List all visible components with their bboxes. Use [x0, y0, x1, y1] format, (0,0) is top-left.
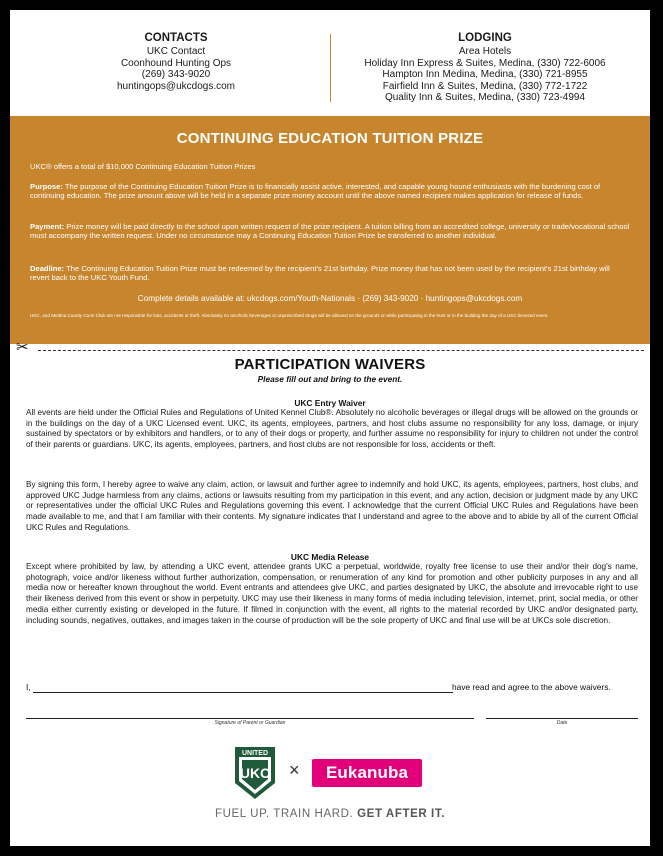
- ukc-logo-top-text: UNITED: [241, 750, 269, 757]
- media-release-paragraph: Except where prohibited by law, by attending a UKC event, attendee grants UKC a perpetual, worldwide, royalty free license to use their and/or their dog's name, photograph, voice and/or likeness without further authorization, compensation, or renumeration of any kind for promotion and other publicity purposes in any and all media now or hereafter known throughout the world. Event entrants and attendees give UKC, and parties designated by UKC, the absolute and irrevocable right to use their likeness derived from this event or show in perpetuity. UKC may use their likeness in many forms of media including television, internet, print, social media, or other media either currently existing or developed in the future. If filmed in conjunction with the event, all rights to the material recorded by UKC and/or designated party, including sounds, negatives, outtakes, and images taken in the course of production will be the sole property of UKC and final use will be at UKCs sole discretion.: [26, 562, 638, 625]
- lodging-column: [350, 32, 620, 104]
- date-label: Date: [556, 720, 568, 726]
- waiver-page: [10, 10, 650, 846]
- eukanuba-logo-text: Eukanuba: [325, 763, 409, 782]
- entry-waiver-agreement: By signing this form, I hereby agree to waive any claim, action, or lawsuit and further agree to indemnify and hold UKC, its agents, employees, partners, host clubs, and approved UKC Judge harmless from any claims, actions or lawsuits resulting from my participation in this event, and any action, decision or judgment made by any UKC or representatives under the official UKC Rules and Regulations governing this event. I acknowledge that the current Official UKC Rules and Regulations have been made available to me, and that I am familiar with their contents. My signature indicates that I understand and agree to the above and to abide by all of the current Official UKC Rules and Regulations.: [26, 480, 638, 532]
- name-field-line[interactable]: [33, 692, 453, 693]
- payment-text: Prize money will be paid directly to the school upon written request of the prize recipient. A tuition billing from an accredited college, university or trade/vocational school must accompany the written request. Under no circumstance may a Continuing Education Tuition Prize be transferred to another individual.: [30, 222, 630, 241]
- tuition-prize-band: [10, 116, 650, 344]
- tuition-title: CONTINUING EDUCATION TUITION PRIZE: [176, 130, 484, 147]
- entry-waiver-paragraph: All events are held under the Official Rules and Regulations of United Kennel Club®. Absolutely no alcoholic beverages or illegal drugs will be allowed on the grounds or in the buildings on the day of a UKC Licensed event. UKC, its agents, employees, partners, and host clubs assume no responsibility for any loss, damage, or injury sustained by spectators or by exhibitors and handlers, or to any of their dogs or property, and further assume no responsibility for injury to children not under the control of their parents or guardians. UKC, its agents, employees, partners, and host clubs are not responsible for loss, accidents or theft.: [26, 408, 638, 450]
- tuition-deadline: [30, 264, 630, 283]
- lodging-hotel: Quality Inn & Suites, Medina, (330) 723-4994: [384, 92, 586, 104]
- signature-label: Signature of Parent or Guardian: [214, 720, 286, 726]
- entry-waiver-heading: UKC Entry Waiver: [294, 398, 366, 408]
- waivers-title: PARTICIPATION WAIVERS: [234, 356, 426, 373]
- contacts-line: UKC Contact: [146, 46, 206, 57]
- contacts-email: huntingops@ukcdogs.com: [117, 80, 235, 92]
- tuition-details: Complete details available at: ukcdogs.com/Youth-Nationals · (269) 343-9020 · huntingops@ukcdogs.com: [137, 294, 523, 303]
- agree-suffix: have read and agree to the above waivers.: [452, 682, 611, 692]
- lodging-hotel: Holiday Inn Express & Suites, Medina, (330) 722-6006: [364, 57, 606, 69]
- waivers-subtitle: Please fill out and bring to the event.: [257, 374, 403, 384]
- contact-lodging-header: [10, 32, 650, 114]
- contacts-line: Coonhound Hunting Ops: [120, 57, 232, 69]
- agree-prefix: I,: [26, 682, 31, 692]
- tagline-bold: GET AFTER IT.: [357, 808, 445, 820]
- eukanuba-logo: [312, 759, 422, 787]
- partnership-times-icon: ×: [289, 760, 300, 780]
- tuition-intro: UKC® offers a total of $10,000 Continuing Education Tuition Prizes: [30, 162, 256, 171]
- contacts-phone: (269) 343-9020: [141, 69, 211, 81]
- date-field-line[interactable]: [486, 718, 638, 719]
- ukc-logo-letters: UKC: [239, 765, 271, 781]
- deadline-label: Deadline:: [30, 264, 65, 273]
- tuition-payment: [30, 222, 630, 241]
- column-divider: [330, 34, 331, 102]
- contacts-column: [83, 32, 269, 92]
- purpose-text: The purpose of the Continuing Education Tuition Prize is to financially assist active, interested, and capable young hound enthusiasts with the burdening cost of continuing education. The prize amount above will be held in a separate prize money account until the above named recipient makes application for release of funds.: [30, 182, 601, 201]
- lodging-hotel: Fairfield Inn & Suites, Medina, (330) 772-1722: [382, 80, 588, 92]
- agreement-line: [26, 682, 638, 696]
- payment-label: Payment:: [30, 222, 65, 231]
- ukc-logo-icon: [233, 745, 277, 801]
- purpose-label: Purpose:: [30, 182, 63, 191]
- tagline-plain: FUEL UP. TRAIN HARD.: [215, 808, 354, 820]
- tuition-purpose: [30, 182, 630, 201]
- contacts-heading: CONTACTS: [144, 32, 208, 44]
- deadline-text: The Continuing Education Tuition Prize must be redeemed by the recipient's 21st birthday. Prize money that has not been used by the recipient's 21st birthday will revert back to the UKC Youth Fund.: [30, 264, 610, 283]
- lodging-line: Area Hotels: [458, 46, 512, 57]
- signature-field-line[interactable]: [26, 718, 474, 719]
- scissors-icon: ✂: [16, 339, 29, 356]
- dashed-cut-line: [38, 350, 644, 351]
- media-release-heading: UKC Media Release: [290, 552, 370, 562]
- tuition-fineprint: UKC, and Medina County Coon Club are not responsible for loss, accidents or theft. Absolutely no alcoholic beverages or unprescribed drugs will be allowed on the grounds or while participating in the hunt or in the building the day of a UKC licensed event.: [30, 313, 549, 318]
- lodging-heading: LODGING: [458, 32, 512, 44]
- lodging-hotel: Hampton Inn Medina, Medina, (330) 721-8955: [382, 69, 588, 81]
- tagline: [10, 808, 650, 820]
- cut-line: [16, 339, 646, 357]
